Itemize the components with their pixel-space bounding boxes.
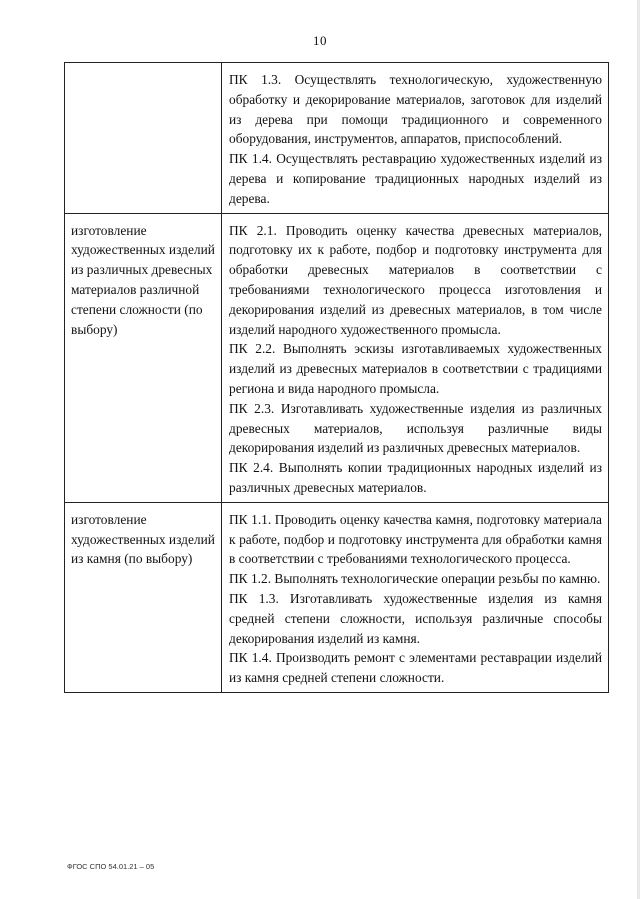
- competency-item: ПК 2.3. Изготавливать художественные изделия из различных древесных материалов, используя различные виды декорирования изделий из различных древесных материалов.: [229, 400, 602, 456]
- activity-cell: [65, 502, 222, 692]
- competency-item: ПК 2.2. Выполнять эскизы изготавливаемых художественных изделий из древесных материалов в соответствии с традициями региона и вида народного промысла.: [229, 341, 602, 396]
- activity-text: изготовление художественных изделий из камня (по выбору): [71, 511, 215, 567]
- table-row: [65, 213, 609, 502]
- competencies-cell: [222, 213, 609, 502]
- table-row: [65, 63, 609, 214]
- document-code-footer: ФГОС СПО 54.01.21 – 05: [67, 862, 155, 871]
- competency-item: ПК 1.2. Выполнять технологические операции резьбы по камню.: [229, 571, 601, 587]
- competency-item: ПК 2.4. Выполнять копии традиционных народных изделий из различных древесных материалов.: [229, 460, 602, 495]
- competency-item: ПК 1.3. Изготавливать художественные изделия из камня средней степени сложности, используя различные способы декорирования изделий из камня.: [229, 590, 602, 646]
- competency-item: ПК 2.1. Проводить оценку качества древесных материалов, подготовку их к работе, подбор и подготовку инструмента для обработки древесных материалов в соответствии с требованиями технологического процесса изготовления и декорирования изделий из древесных материалов, в том числе изделий народного художественного промысла.: [229, 222, 602, 337]
- activity-text: [65, 63, 221, 74]
- table-row: [65, 502, 609, 692]
- competency-item: ПК 1.1. Проводить оценку качества камня, подготовку материала к работе, подбор и подготовку инструмента для обработки камня в соответствии с требованиями технологического процесса.: [229, 511, 602, 567]
- activity-cell: [65, 213, 222, 502]
- competency-item: ПК 1.4. Производить ремонт с элементами реставрации изделий из камня средней степени сложности.: [229, 650, 602, 686]
- competencies-cell: [222, 63, 609, 214]
- page-number: 10: [313, 33, 327, 48]
- competencies-cell: [222, 502, 609, 692]
- competency-table: [64, 62, 609, 693]
- competency-item: ПК 1.3. Осуществлять технологическую, художественную обработку и декорирование материалов, заготовок для изделий из дерева при помощи традиционного и современного оборудования, инструментов, аппаратов, приспособлений.: [229, 72, 602, 147]
- activity-cell: [65, 63, 222, 214]
- activity-text: изготовление художественных изделий из различных древесных материалов различной степени сложности (по выбору): [71, 222, 215, 337]
- competency-item: ПК 1.4. Осуществлять реставрацию художественных изделий из дерева и копирование традиционных народных изделий из дерева.: [229, 151, 602, 206]
